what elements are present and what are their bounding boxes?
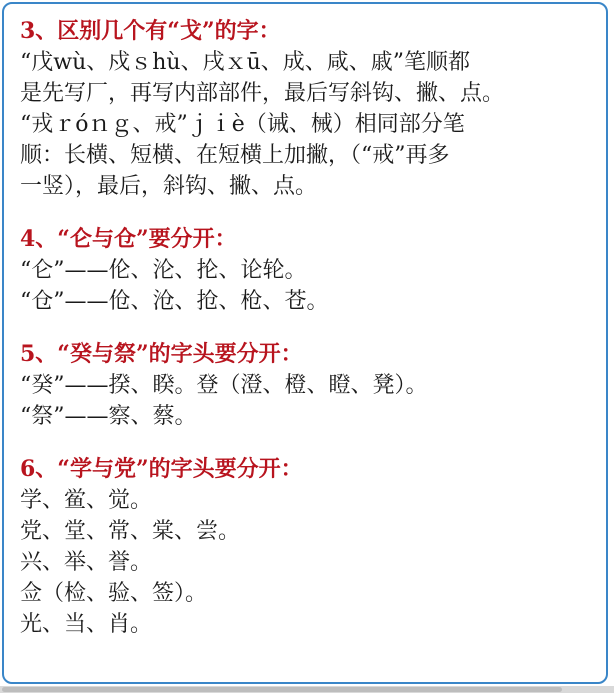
section-3 xyxy=(20,16,598,202)
section-heading: 6、“学与党”的字头要分开： xyxy=(20,456,303,482)
section-5 xyxy=(20,339,598,432)
content-frame xyxy=(2,2,608,684)
text-line: “戊wù、戍ｓhù、戌ｘū、成、咸、戚”笔顺都 xyxy=(20,50,471,75)
text-line: 党、堂、常、棠、尝。 xyxy=(20,519,241,544)
text-line: 顺：长横、短横、在短横上加撇，（“戒”再多 xyxy=(20,143,450,168)
document-body xyxy=(20,16,598,640)
text-line: “癸”——揆、睽。登（澄、橙、瞪、凳）。 xyxy=(20,373,428,398)
text-line: 光、当、肖。 xyxy=(20,612,153,637)
section-heading: 5、“癸与祭”的字头要分开： xyxy=(20,341,303,367)
text-line: “祭”——察、蔡。 xyxy=(20,404,197,429)
section-6 xyxy=(20,454,598,640)
section-4 xyxy=(20,224,598,317)
section-heading: 4、“仑与仓”要分开： xyxy=(20,226,237,252)
text-line: 兴、举、誉。 xyxy=(20,550,153,575)
horizontal-scrollbar[interactable] xyxy=(0,686,614,693)
section-heading: 3、区别几个有“戈”的字： xyxy=(20,18,281,44)
text-line: “仓”——伧、沧、抢、枪、苍。 xyxy=(20,289,329,314)
text-line: “戎ｒóｎｇ、戒”ｊｉè（诫、械）相同部分笔 xyxy=(20,112,465,137)
text-line: 是先写厂，再写内部部件，最后写斜钩、撇、点。 xyxy=(20,81,505,106)
text-line: 学、鲎、觉。 xyxy=(20,488,153,513)
spacer xyxy=(20,432,598,454)
scrollbar-thumb[interactable] xyxy=(2,687,562,692)
spacer xyxy=(20,317,598,339)
text-line: “仑”——伦、沦、抡、论轮。 xyxy=(20,258,307,283)
text-line: 佥（检、验、签）。 xyxy=(20,581,208,606)
text-line: 一竖），最后，斜钩、撇、点。 xyxy=(20,174,318,199)
spacer xyxy=(20,202,598,224)
